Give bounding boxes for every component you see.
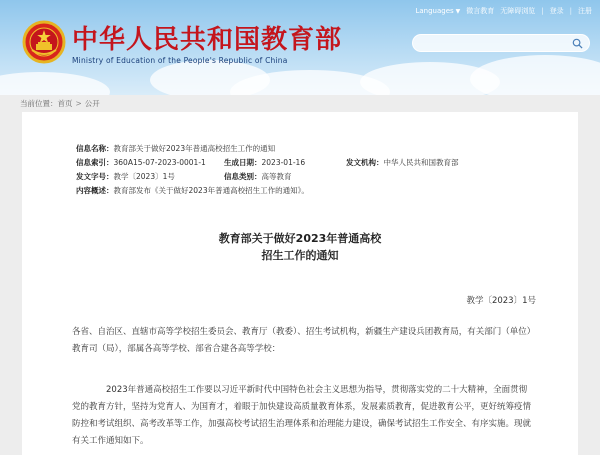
accessibility-link[interactable]: 无障碍浏览 (500, 7, 536, 15)
cloud-decoration (470, 55, 600, 95)
meta-category-label: 信息类别： (224, 172, 262, 181)
meta-row-index (76, 156, 459, 170)
document-title (22, 230, 578, 264)
nav-separator: | (541, 7, 544, 15)
search-input[interactable] (421, 37, 561, 49)
meta-name-label: 信息名称： (76, 144, 114, 153)
meta-date-value: 2023-01-16 (261, 158, 306, 167)
meta-summary-label: 内容概述： (76, 186, 114, 195)
site-header (0, 0, 600, 95)
breadcrumb-section-link[interactable]: 公开 (84, 99, 100, 108)
weibo-link[interactable]: 微言教育 (466, 7, 495, 15)
meta-row-name (76, 142, 309, 156)
search-box (412, 34, 590, 52)
national-emblem-icon[interactable] (22, 20, 66, 64)
top-navigation (409, 4, 592, 18)
document-title-line-1: 教育部关于做好2023年普通高校 (218, 232, 382, 245)
breadcrumb-prefix: 当前位置： (20, 99, 58, 108)
meta-row-summary (76, 184, 309, 198)
meta-name-value: 教育部关于做好2023年普通高校招生工作的通知 (113, 144, 276, 153)
breadcrumb (20, 98, 100, 109)
document-paragraph: 2023年普通高校招生工作要以习近平新时代中国特色社会主义思想为指导，贯彻落实党的二十大精神，全面贯彻党的教育方针，坚持为党育人、为国育才，着眼于加快建设高质量教育体系，发展素质教育，促进教育公平，更好统筹疫情防控和考试组织、高考改革等工作，加强高校考试招生治理体系和治理能力建设，确保考试招生工作安全、有序实施。现就有关工作通知如下。 (72, 385, 532, 446)
document-paragraph: 各省、自治区、直辖市高等学校招生委员会、教育厅（教委）、招生考试机构，新疆生产建设兵团教育局，有关部门（单位）教育司（局），部属各高等学校、部省合建各高等学校： (72, 327, 532, 354)
site-title[interactable]: 中华人民共和国教育部 (72, 25, 343, 55)
meta-category-value: 高等教育 (261, 172, 292, 181)
meta-summary-value: 教育部发布《关于做好2023年普通高校招生工作的通知》。 (113, 186, 309, 195)
document-number: 教学〔2023〕1号 (466, 296, 536, 306)
site-subtitle: Ministry of Education of the People's Republic of China (72, 56, 288, 65)
cloud-decoration (0, 72, 110, 95)
register-link[interactable]: 注册 (578, 7, 592, 15)
caret-down-icon: ▼ (455, 8, 461, 15)
meta-docno-value: 教学〔2023〕1号 (113, 172, 175, 181)
search-icon[interactable] (572, 38, 583, 49)
login-link[interactable]: 登录 (549, 7, 564, 15)
languages-label: Languages (415, 7, 454, 15)
document-metadata (76, 142, 459, 198)
meta-index-value: 360A15-07-2023-0001-1 (113, 158, 206, 167)
meta-index-label: 信息索引： (76, 158, 114, 167)
meta-org-value: 中华人民共和国教育部 (383, 158, 459, 167)
content-panel (22, 112, 578, 455)
meta-row-docno (76, 170, 309, 184)
document-title-line-2: 招生工作的通知 (261, 249, 339, 262)
meta-org-label: 发文机构： (346, 158, 384, 167)
breadcrumb-home-link[interactable]: 首页 (57, 99, 73, 108)
languages-menu[interactable] (415, 7, 460, 15)
meta-docno-label: 发文字号： (76, 172, 114, 181)
nav-separator: | (569, 7, 572, 15)
meta-date-label: 生成日期： (224, 158, 262, 167)
breadcrumb-arrow: > (75, 99, 82, 108)
